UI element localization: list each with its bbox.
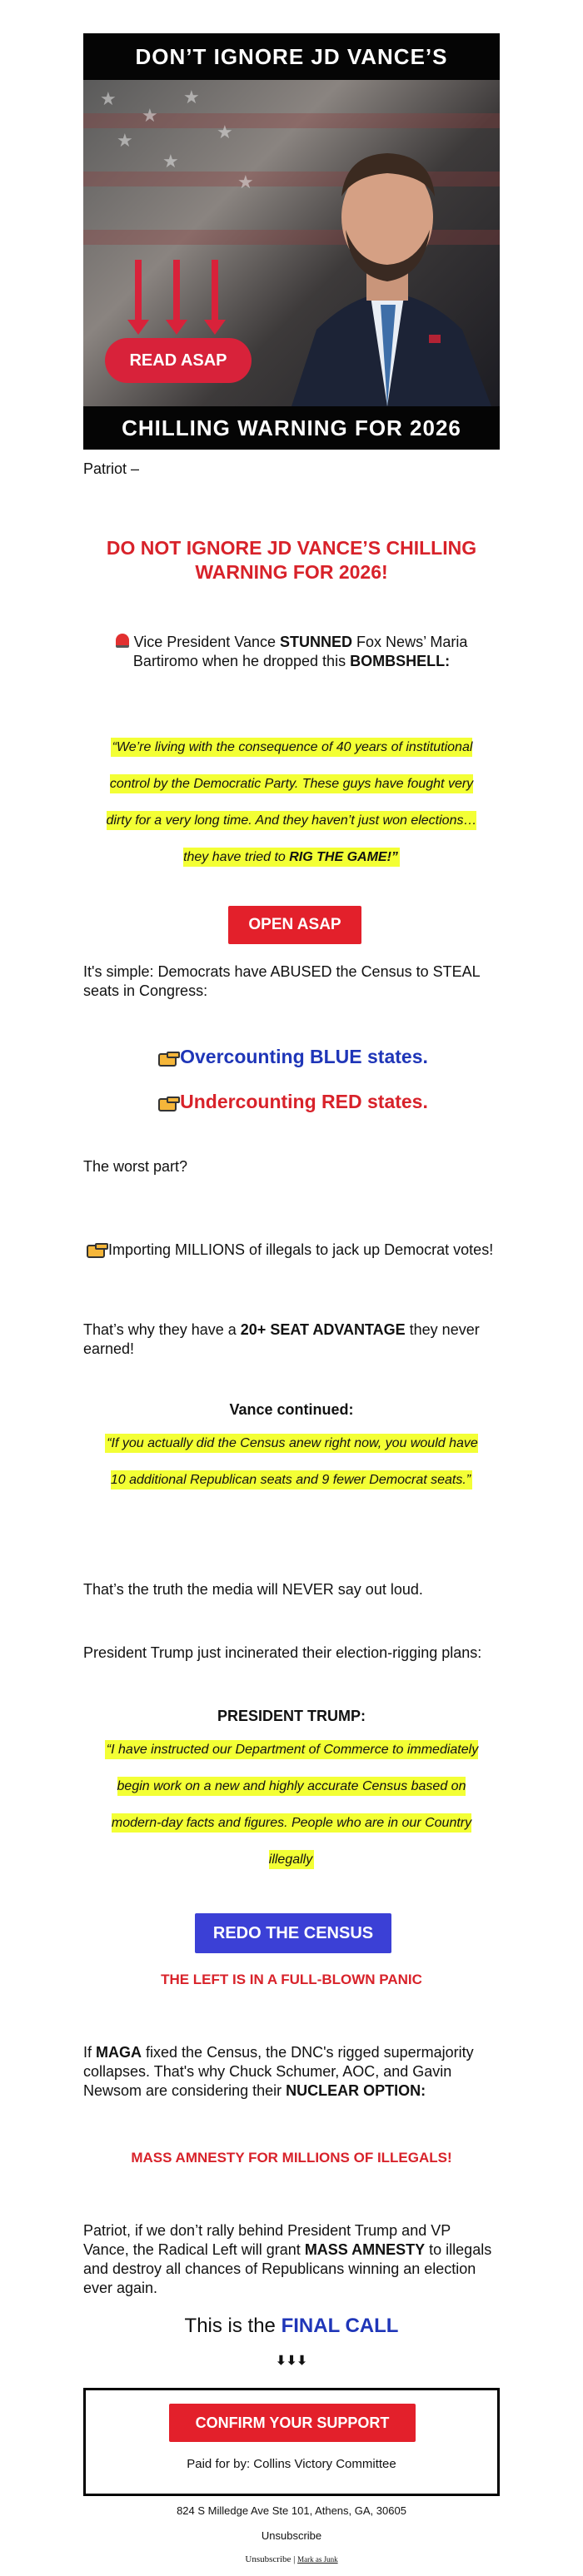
quote-vance-2: “If you actually did the Census anew right now, you would have 10 additional Republican seats and 9 fewer Democrat seats.”: [100, 1425, 483, 1499]
amnesty-heading: MASS AMNESTY FOR MILLIONS OF ILLEGALS!: [131, 2150, 452, 2166]
greeting: Patriot –: [83, 460, 140, 477]
trump-label: PRESIDENT TRUMP:: [217, 1708, 366, 1724]
maga-paragraph: If MAGA fixed the Census, the DNC's rigged supermajority collapses. That's why Chuck Schumer, AOC, and Gavin Newsom are considering their NUCLEAR OPTION:: [83, 2044, 474, 2099]
footer-links: Unsubscribe | Mark as Junk: [245, 2554, 338, 2564]
confirm-box: [83, 2388, 500, 2496]
importing-paragraph: Importing MILLIONS of illegals to jack up Democrat votes!: [83, 1241, 500, 1260]
down-arrow-icon: [135, 260, 142, 323]
quote-vance-1: “We’re living with the consequence of 40 years of institutional control by the Democratic Party. These guys have fought very dirty for a very long time. And they haven’t just won elections… they have tried to RIG THE GAME!”: [100, 729, 483, 876]
redo-census-button[interactable]: REDO THE CENSUS: [195, 1913, 391, 1953]
trump-intro: President Trump just incinerated their election-rigging plans:: [83, 1644, 482, 1661]
media-paragraph: That’s the truth the media will NEVER say out loud.: [83, 1581, 423, 1598]
paid-for: Paid for by: Collins Victory Committee: [187, 2457, 396, 2471]
overcounting-item: Overcounting BLUE states.: [83, 1046, 500, 1068]
pointing-hand-icon: [155, 1097, 175, 1110]
pointing-hand-icon: [83, 1243, 103, 1256]
vance-continued: Vance continued:: [229, 1401, 354, 1418]
panic-heading: THE LEFT IS IN A FULL-BLOWN PANIC: [161, 1972, 422, 1987]
read-asap-button[interactable]: READ ASAP: [105, 338, 252, 383]
unsubscribe-link[interactable]: Unsubscribe: [261, 2529, 322, 2542]
down-arrow-icon: [212, 260, 218, 323]
down-arrows-icon: ⬇⬇⬇: [276, 2354, 307, 2368]
worst-part: The worst part?: [83, 1158, 188, 1175]
open-asap-button[interactable]: OPEN ASAP: [228, 906, 361, 944]
intro-paragraph: Vice President Vance STUNNED Fox News’ Maria Bartiromo when he dropped this BOMBSHELL:: [83, 633, 500, 671]
confirm-support-button[interactable]: CONFIRM YOUR SUPPORT: [169, 2404, 416, 2442]
hero-top-text: DON’T IGNORE JD VANCE’S: [83, 33, 500, 80]
quote-trump: “I have instructed our Department of Commerce to immediately begin work on a new and highly accurate Census based on modern-day facts and figures. People who are in our Country illegally: [100, 1732, 483, 1878]
mark-as-junk-link[interactable]: Mark as Junk: [297, 2555, 338, 2564]
hero-scene: ★ ★ ★ ★ ★ ★ ★ READ ASAP: [83, 80, 500, 406]
undercounting-item: Undercounting RED states.: [83, 1091, 500, 1113]
down-arrow-icon: [173, 260, 180, 323]
speaker-portrait: [283, 138, 491, 406]
footer-unsubscribe-link[interactable]: Unsubscribe: [245, 2554, 292, 2564]
hero-image[interactable]: [83, 33, 500, 450]
advantage-paragraph: That’s why they have a 20+ SEAT ADVANTAGE they never earned!: [83, 1321, 480, 1357]
address: 824 S Milledge Ave Ste 101, Athens, GA, 30605: [177, 2504, 406, 2517]
pointing-hand-icon: [155, 1052, 175, 1065]
page-title: DO NOT IGNORE JD VANCE’S CHILLING WARNING FOR 2026!: [106, 537, 477, 583]
siren-icon: [116, 634, 129, 648]
hero-bottom-text: CHILLING WARNING FOR 2026: [83, 406, 500, 450]
census-paragraph: It's simple: Democrats have ABUSED the Census to STEAL seats in Congress:: [83, 963, 480, 999]
final-call: This is the FINAL CALL: [184, 2315, 399, 2337]
patriot-paragraph: Patriot, if we don’t rally behind President Trump and VP Vance, the Radical Left will grant MASS AMNESTY to illegals and destroy all chances of Republicans winning an election ever again.: [83, 2222, 492, 2296]
